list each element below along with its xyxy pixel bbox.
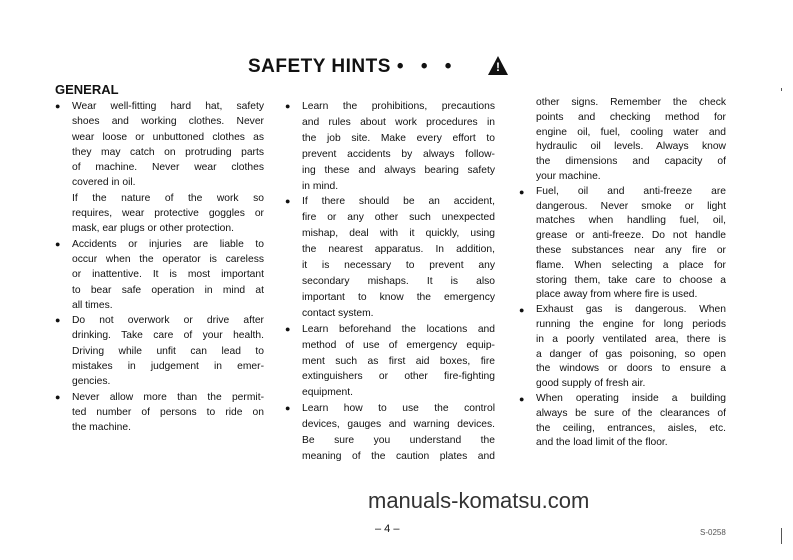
bullet-icon: ● bbox=[55, 315, 61, 326]
bullet-icon: ● bbox=[55, 391, 61, 402]
text-line: points and checking method for bbox=[536, 111, 726, 123]
text-line: to bear safe operation in mind at bbox=[72, 284, 264, 296]
text-line: mistakes in judgement in emer- bbox=[72, 361, 264, 373]
bullet-icon: ● bbox=[55, 101, 61, 111]
list-item bbox=[285, 99, 495, 194]
bullet-icon: ● bbox=[55, 238, 61, 249]
list-item bbox=[285, 322, 495, 402]
text-line: ● Never allow more than the permit- bbox=[72, 390, 264, 405]
text-line: If the nature of the work so bbox=[72, 192, 264, 204]
text-line: ● Learn the prohibitions, precautions bbox=[302, 99, 495, 115]
text-line: other signs. Remember the check bbox=[536, 97, 726, 108]
text-line: always be sure of the clearances of bbox=[536, 407, 726, 419]
text-line: ● Exhaust gas is dangerous. When bbox=[536, 303, 726, 318]
text-line: ● Accidents or injuries are liable to bbox=[72, 237, 264, 252]
bullet-icon: ● bbox=[519, 186, 525, 197]
text-line: the dimensions and capacity of bbox=[536, 156, 726, 168]
text-line: fire or any other such unexpected bbox=[302, 212, 495, 224]
text-line: equipment. bbox=[302, 387, 353, 399]
text-line: devices, gauges and warning devices. bbox=[302, 419, 495, 431]
text-line: extinguishers or other fire-fighting bbox=[302, 371, 495, 383]
list-item bbox=[519, 185, 726, 303]
text-line: these substances near any fire or bbox=[536, 244, 726, 256]
section-heading: GENERAL bbox=[55, 82, 119, 97]
text-line: in a poorly ventilated area, there is bbox=[536, 333, 726, 345]
scan-edge-mark bbox=[781, 88, 782, 91]
list-item bbox=[55, 313, 264, 389]
list-item bbox=[55, 99, 264, 191]
text-line: matches when handling fuel, oil, bbox=[536, 215, 726, 227]
bullet-icon: ● bbox=[285, 403, 291, 414]
text-line: gencies. bbox=[72, 376, 111, 388]
text-line: contact system. bbox=[302, 307, 374, 319]
text-line: in mind. bbox=[302, 180, 339, 192]
text-line: flame. When selecting a place for bbox=[536, 259, 726, 271]
text-line: covered in oil. bbox=[72, 177, 136, 189]
column-2 bbox=[285, 99, 495, 465]
scan-edge-mark bbox=[781, 528, 782, 544]
document-code: S-0258 bbox=[700, 528, 726, 537]
text-line: the nearest apparatus. In addition, bbox=[302, 244, 495, 256]
text-line: the windows or doors to ensure a bbox=[536, 363, 726, 375]
title-text: SAFETY HINTS bbox=[248, 56, 391, 77]
page-title bbox=[248, 56, 457, 78]
page-number: – 4 – bbox=[375, 523, 400, 535]
bullet-icon: ● bbox=[519, 393, 525, 404]
list-item bbox=[519, 303, 726, 392]
text-line: ted number of persons to ride on bbox=[72, 406, 264, 418]
text-line: ● If there should be an accident, bbox=[302, 194, 495, 210]
text-line: mishap, deal with it quickly, using bbox=[302, 228, 495, 240]
text-line: a danger of gas poisoning, so open bbox=[536, 348, 726, 360]
list-item bbox=[55, 390, 264, 436]
text-line: they may catch on protruding parts bbox=[72, 146, 264, 158]
bullet-icon: ● bbox=[285, 101, 291, 111]
text-line: ● When operating inside a building bbox=[536, 392, 726, 407]
text-line: all times. bbox=[72, 299, 113, 311]
text-line: engine oil, fuel, cooling water and bbox=[536, 126, 726, 138]
text-line: occur when the operator is careless bbox=[72, 253, 264, 265]
text-line: shoes and working clothes. Never bbox=[72, 116, 264, 128]
text-line: Driving while unfit can lead to bbox=[72, 345, 264, 357]
text-line: secondary mishaps. It is also bbox=[302, 275, 495, 287]
text-line: storing them, take care to choose a bbox=[536, 274, 726, 286]
list-item bbox=[519, 392, 726, 451]
text-line: ment such as first aid boxes, fire bbox=[302, 355, 495, 367]
text-line: method of use of emergency equip- bbox=[302, 339, 495, 351]
text-line: ● Learn how to use the control bbox=[302, 401, 495, 417]
text-line: ● Fuel, oil and anti-freeze are bbox=[536, 185, 726, 200]
text-line: your machine. bbox=[536, 170, 601, 182]
text-line: drinking. Take care of your health. bbox=[72, 330, 264, 342]
text-line: requires, wear protective goggles or bbox=[72, 208, 264, 220]
text-line: place away from where fire is used. bbox=[536, 289, 698, 301]
text-line: or inattentive. It is most important bbox=[72, 269, 264, 281]
text-line: important to know the emergency bbox=[302, 291, 495, 303]
bullet-icon: ● bbox=[285, 196, 291, 207]
text-line: hydraulic oil levels. Always know bbox=[536, 141, 726, 153]
list-item bbox=[536, 96, 726, 185]
column-1 bbox=[55, 99, 264, 436]
list-item bbox=[72, 191, 264, 237]
list-item bbox=[285, 194, 495, 321]
text-line: running the engine for long periods bbox=[536, 318, 726, 330]
text-line: the job site. Make every effort to bbox=[302, 132, 495, 144]
text-line: ● Wear well-fitting hard hat, safety bbox=[72, 99, 264, 114]
text-line: it is necessary to prevent any bbox=[302, 260, 495, 272]
watermark: manuals-komatsu.com bbox=[368, 488, 590, 513]
text-line: of machine. Never wear clothes bbox=[72, 162, 264, 174]
text-line: prevent accidents by always follow- bbox=[302, 148, 495, 160]
text-line: the machine. bbox=[72, 422, 131, 434]
list-item bbox=[55, 237, 264, 313]
text-line: wear loose or unbuttoned clothes as bbox=[72, 131, 264, 143]
text-line: dangerous. Never smoke or light bbox=[536, 200, 726, 212]
list-item bbox=[285, 401, 495, 465]
text-line: Be sure you understand the bbox=[302, 435, 495, 447]
text-line: and the load limit of the floor. bbox=[536, 437, 668, 449]
title-dots: • • • bbox=[396, 56, 458, 77]
text-line: ● Do not overwork or drive after bbox=[72, 313, 264, 328]
column-3 bbox=[519, 96, 726, 451]
text-line: ing these and always bearing safety bbox=[302, 164, 495, 176]
text-line: mask, ear plugs or other protection. bbox=[72, 223, 234, 235]
text-line: grease or anti-freeze. Do not handle bbox=[536, 230, 726, 242]
bullet-icon: ● bbox=[285, 323, 291, 334]
text-line: the ceiling, entrances, aisles, etc. bbox=[536, 422, 726, 434]
text-line: and rules about work procedures in bbox=[302, 116, 495, 128]
warning-triangle-icon: ! bbox=[488, 56, 508, 75]
text-line: ● Learn beforehand the locations and bbox=[302, 322, 495, 338]
text-line: meaning of the caution plates and bbox=[302, 450, 495, 462]
text-line: good supply of fresh air. bbox=[536, 378, 646, 390]
bullet-icon: ● bbox=[519, 305, 525, 316]
